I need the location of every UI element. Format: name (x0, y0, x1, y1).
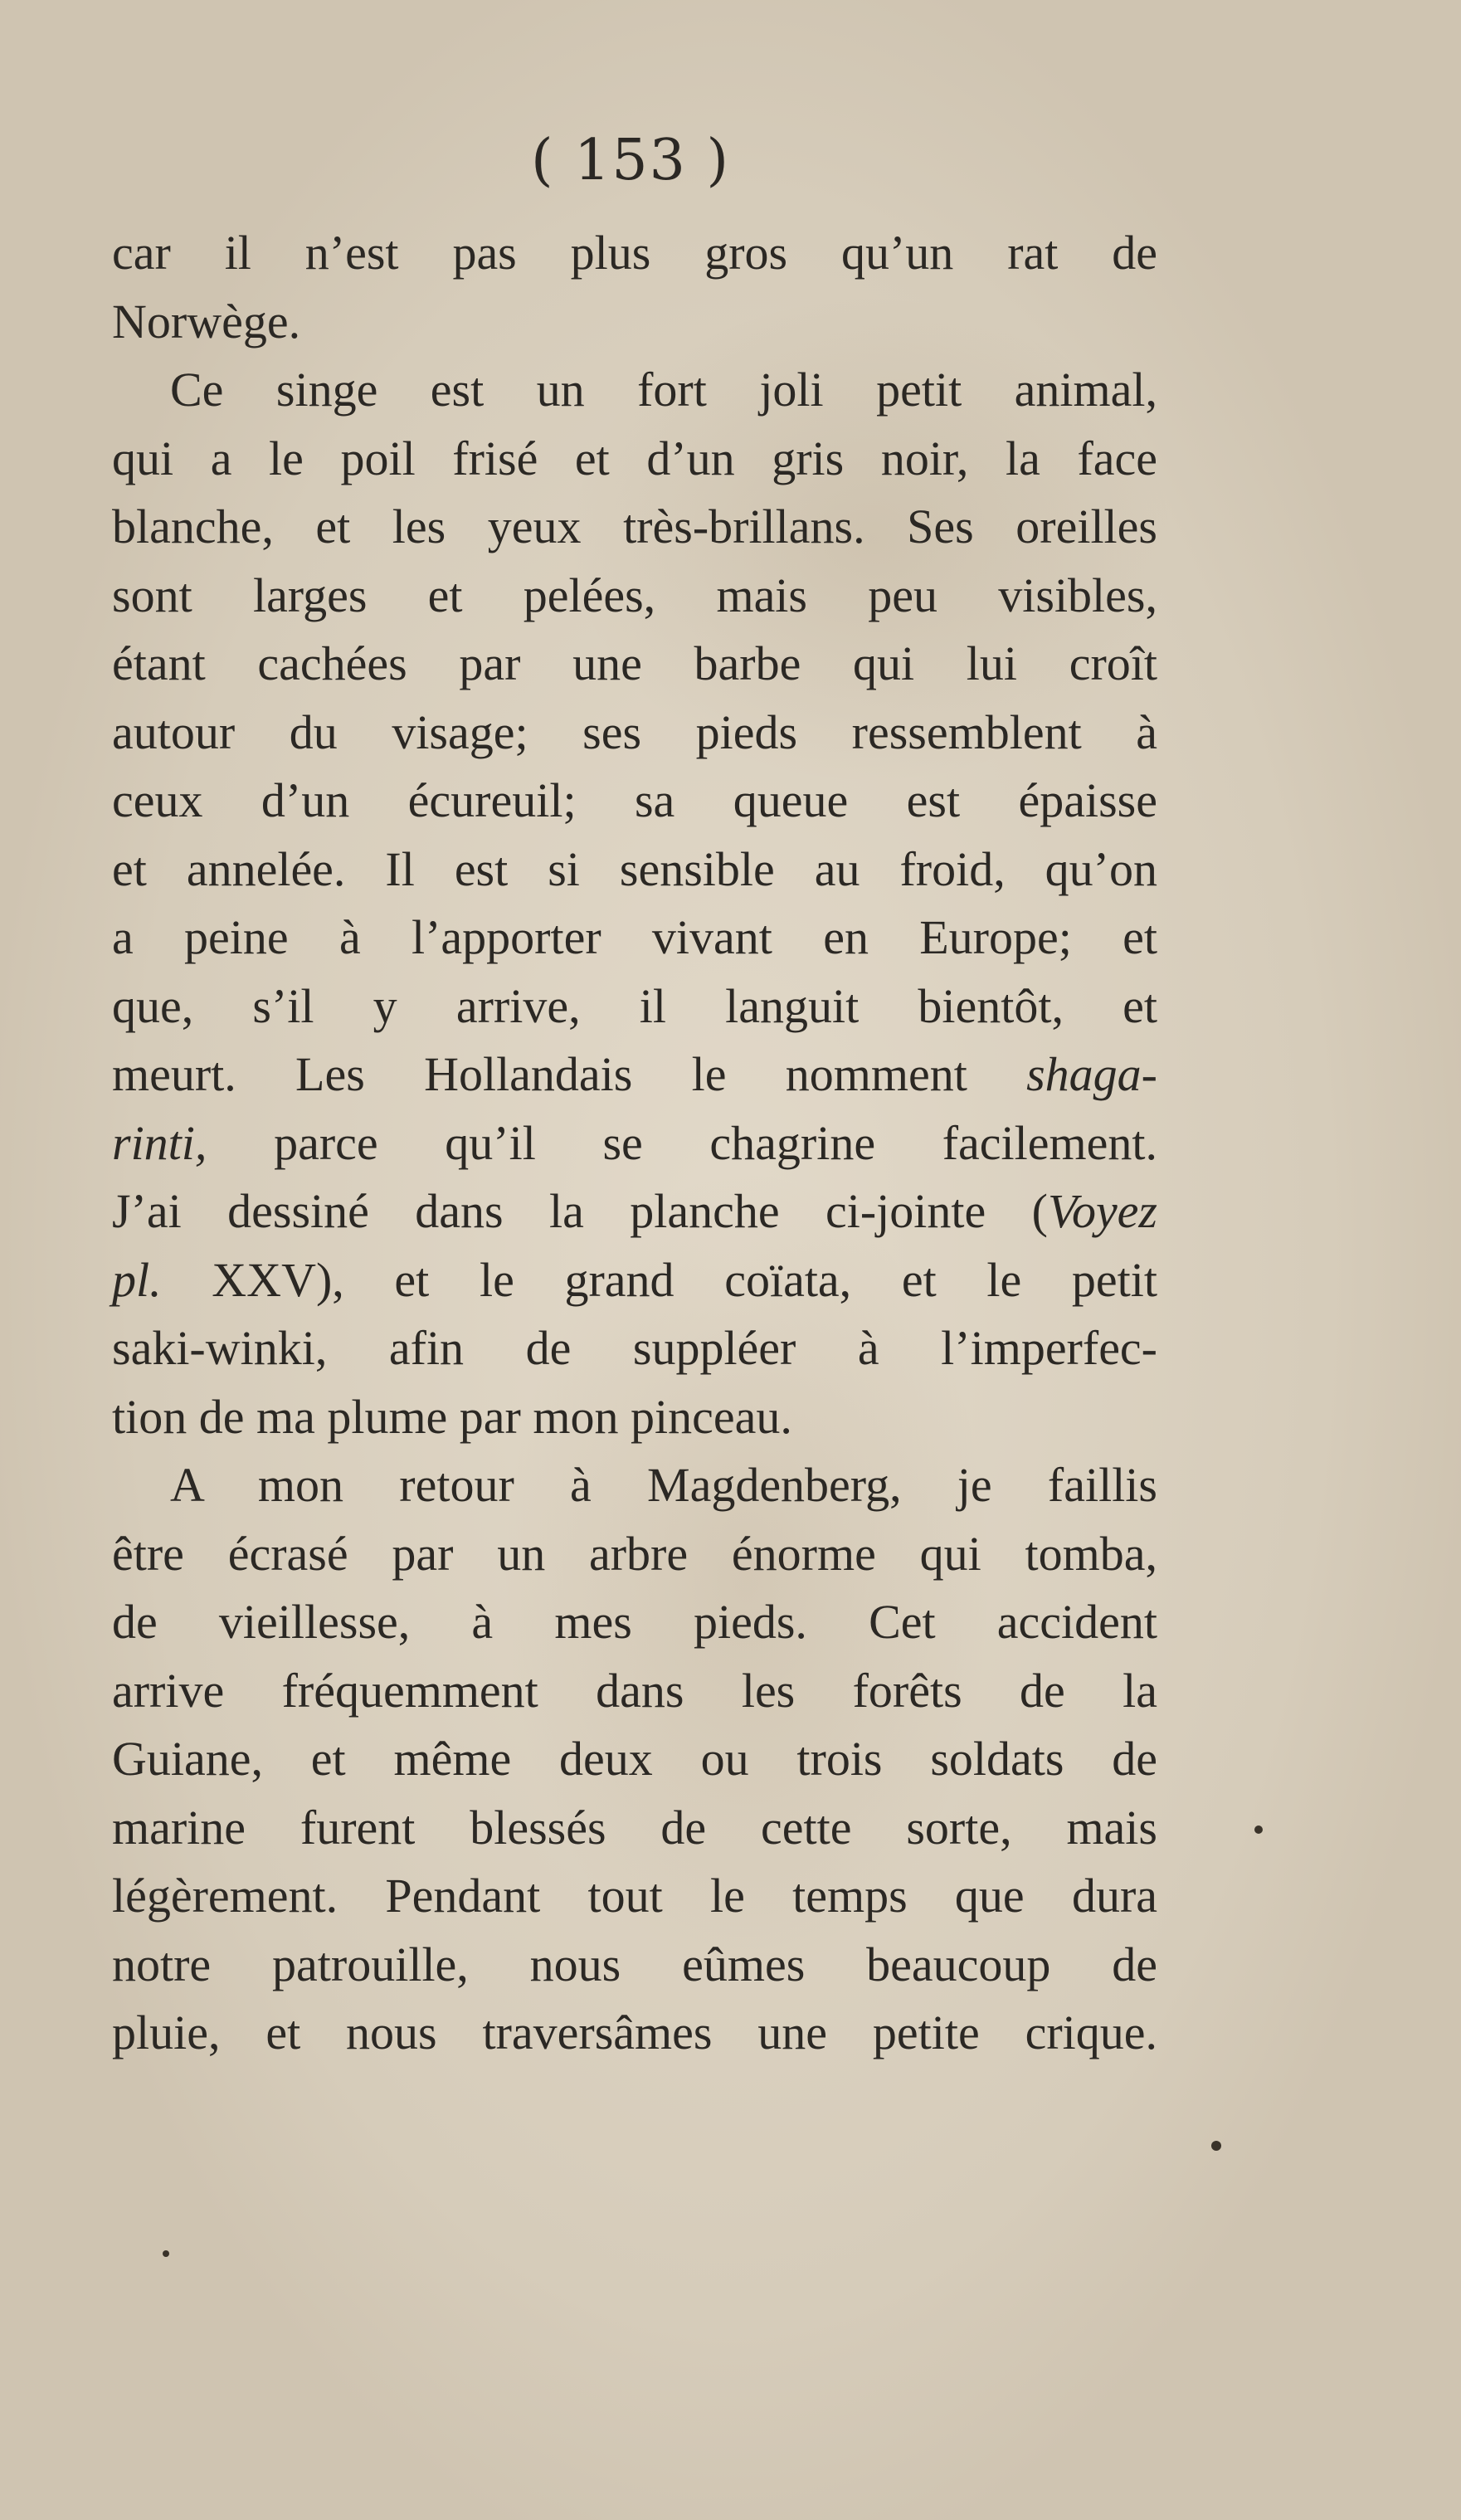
text-segment: XXV), et le grand coïata, et le petit (161, 1252, 1157, 1307)
text-line: a peine à l’apporter vivant en Europe; et (112, 910, 1157, 964)
text-line: Ce singe est un fort joli petit animal, (170, 363, 1157, 417)
text-line: saki-winki, afin de suppléer à l’imperfec- (112, 1321, 1157, 1375)
ink-speck (1254, 1825, 1263, 1834)
text-segment: meurt. Les Hollandais le nomment (112, 1047, 1027, 1101)
text-line: marine furent blessés de cette sorte, mais (112, 1800, 1157, 1855)
text-line: que, s’il y arrive, il languit bientôt, et (112, 978, 1157, 1033)
text-line: car il n’est pas plus gros qu’un rat de (112, 226, 1157, 280)
text-line: blanche, et les yeux très-brillans. Ses oreilles (112, 500, 1157, 553)
text-line (112, 1041, 1157, 1109)
text-line: ceux d’un écureuil; sa queue est épaisse (112, 773, 1157, 827)
text-line (112, 1109, 1157, 1178)
text-segment: J’ai dessiné dans la planche ci-jointe ( (112, 1184, 1048, 1238)
text-line: notre patrouille, nous eûmes beaucoup de (112, 1937, 1157, 1991)
text-line (112, 1177, 1157, 1246)
text-line: pluie, et nous traversâmes une petite crique. (112, 2006, 1157, 2059)
text-line: Norwège. (112, 294, 301, 349)
text-line: Guiane, et même deux ou trois soldats de (112, 1732, 1157, 1786)
text-line: autour du visage; ses pieds ressemblent à (112, 704, 1157, 759)
text-line: de vieillesse, à mes pieds. Cet accident (112, 1595, 1157, 1649)
ink-speck (1211, 2141, 1221, 2151)
text-line: sont larges et pelées, mais peu visibles, (112, 568, 1157, 622)
text-line: et annelée. Il est si sensible au froid, qu’on (112, 841, 1157, 896)
italic-text: rinti, (112, 1115, 207, 1170)
text-segment: parce qu’il se chagrine facilement. (207, 1115, 1157, 1170)
italic-text: Voyez (1047, 1184, 1157, 1238)
italic-text: pl. (112, 1252, 162, 1307)
text-line: arrive fréquemment dans les forêts de la (112, 1663, 1157, 1718)
page-number: ( 153 ) (530, 128, 731, 193)
italic-text: shaga- (1026, 1047, 1157, 1101)
text-line: qui a le poil frisé et d’un gris noir, la face (112, 431, 1157, 485)
text-line: A mon retour à Magdenberg, je faillis (170, 1458, 1157, 1512)
text-line: étant cachées par une barbe qui lui croît (112, 636, 1157, 690)
text-line: légèrement. Pendant tout le temps que dura (112, 1869, 1157, 1923)
text-line: être écrasé par un arbre énorme qui tomba, (112, 1526, 1157, 1581)
ink-speck (163, 2250, 169, 2257)
text-line: tion de ma plume par mon pinceau. (112, 1389, 792, 1444)
text-line (112, 1246, 1157, 1315)
body-text (112, 219, 1157, 2068)
